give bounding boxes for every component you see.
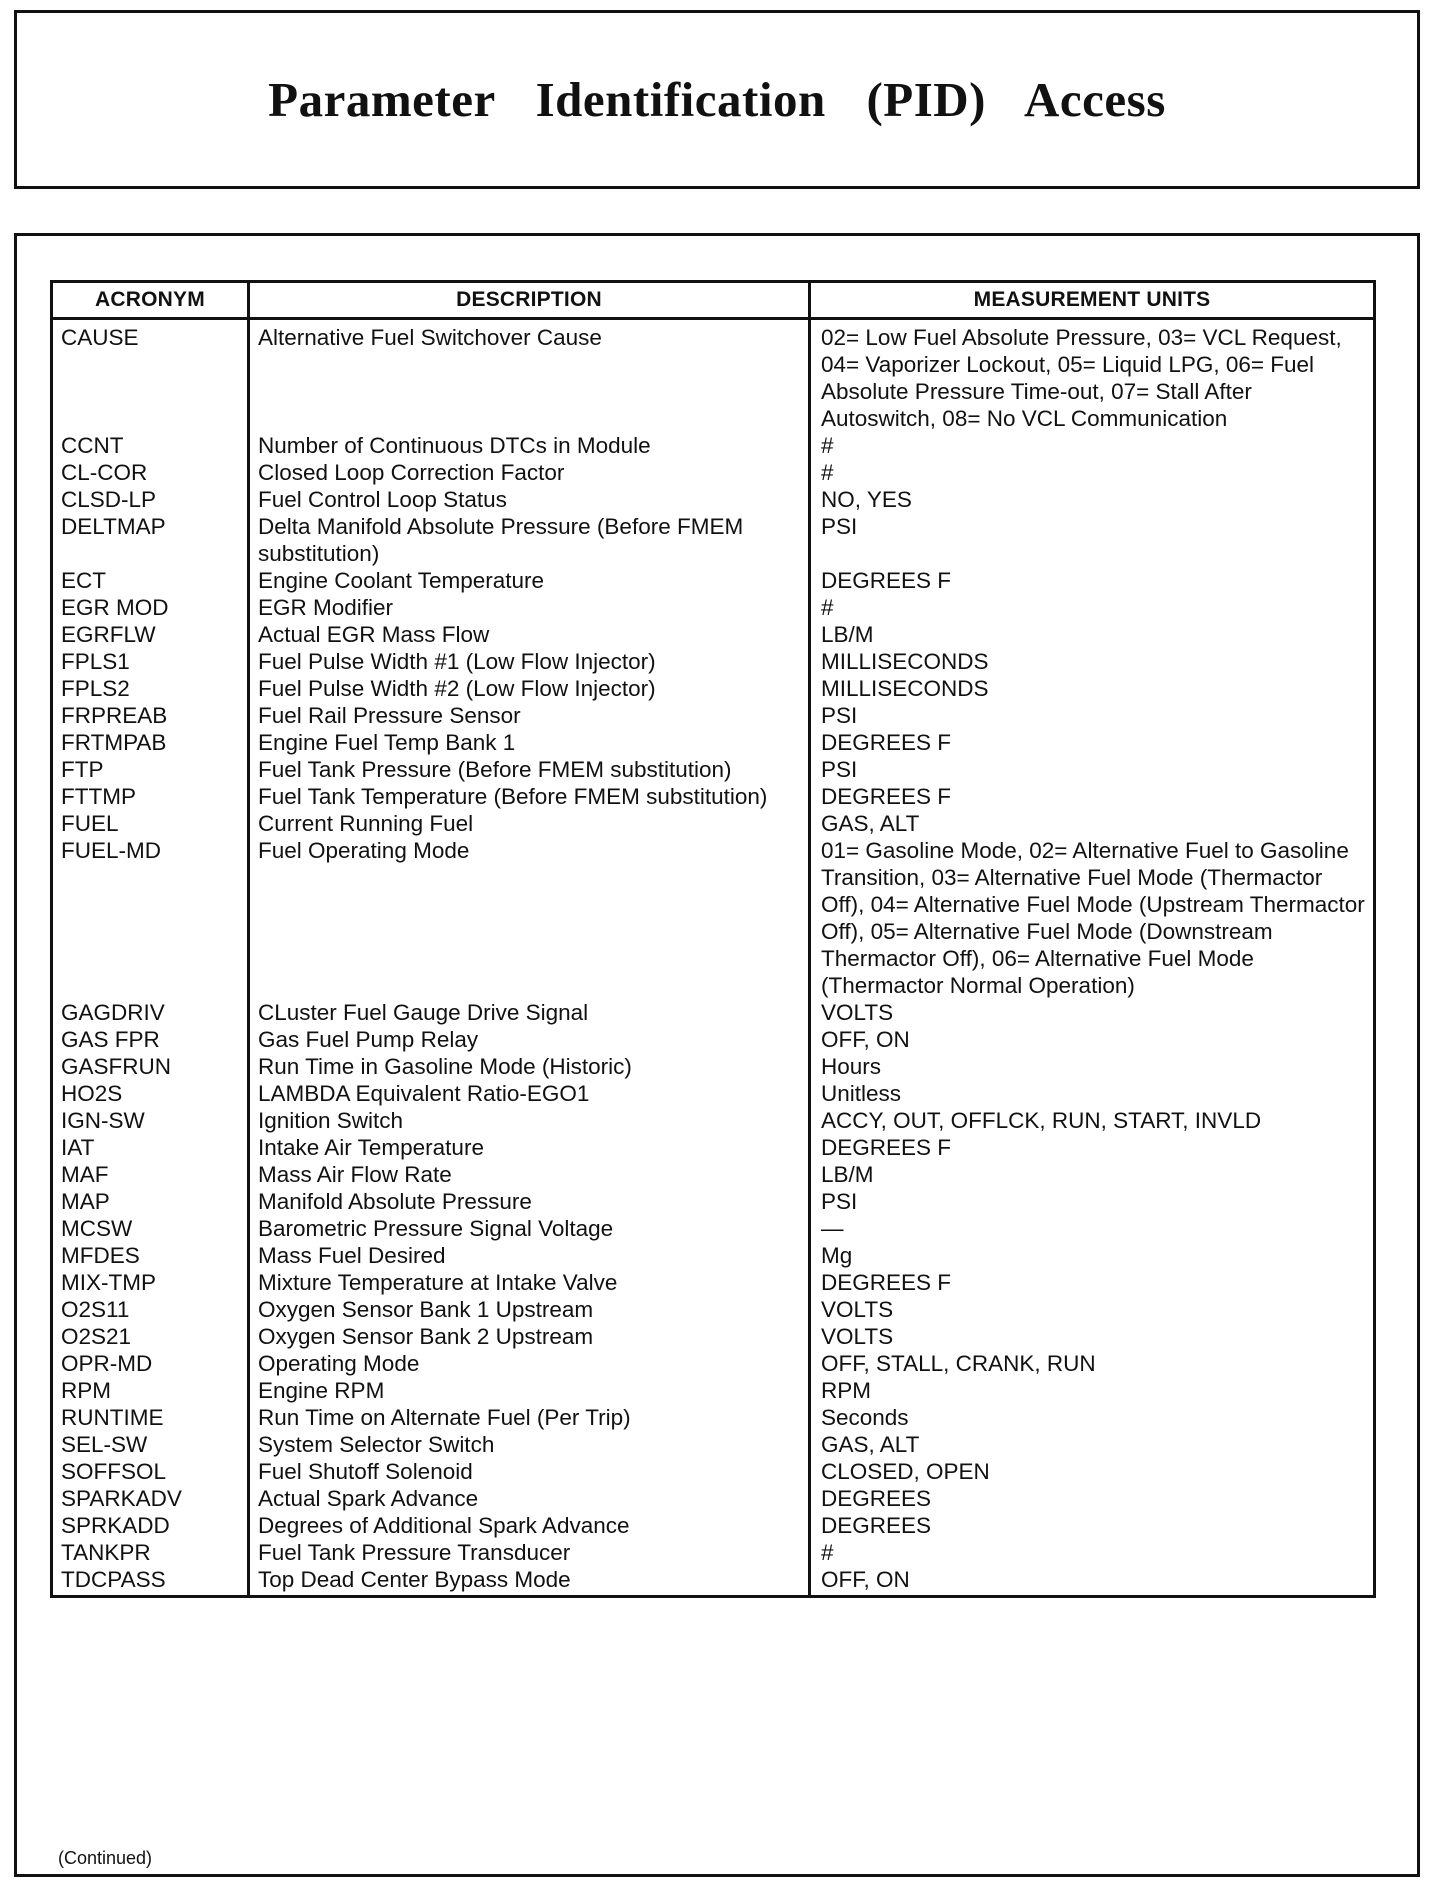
table-row [52,1404,1375,1431]
units-cell: PSI [810,1188,1375,1215]
units-cell: DEGREES [810,1512,1375,1539]
acronym-cell: FUEL-MD [52,837,249,999]
description-cell: Engine RPM [249,1377,810,1404]
acronym-cell: CLSD-LP [52,486,249,513]
acronym-cell: RPM [52,1377,249,1404]
table-row [52,1539,1375,1566]
table-row [52,1161,1375,1188]
description-cell: Number of Continuous DTCs in Module [249,432,810,459]
table-row [52,1107,1375,1134]
units-cell: 01= Gasoline Mode, 02= Alternative Fuel to Gasoline Transition, 03= Alternative Fuel Mode (Thermactor Off), 04= Alternative Fuel Mode (Upstream Thermactor Off), 05= Alternative Fuel Mode (Downstream Thermactor Off), 06= Alternative Fuel Mode (Thermactor Normal Operation) [810,837,1375,999]
description-cell: Actual Spark Advance [249,1485,810,1512]
description-cell: Run Time on Alternate Fuel (Per Trip) [249,1404,810,1431]
acronym-cell: FPLS2 [52,675,249,702]
acronym-cell: DELTMAP [52,513,249,567]
acronym-cell: CL-COR [52,459,249,486]
table-row [52,810,1375,837]
units-cell: VOLTS [810,1296,1375,1323]
description-cell: Oxygen Sensor Bank 2 Upstream [249,1323,810,1350]
acronym-cell: IGN-SW [52,1107,249,1134]
page-title: Parameter Identification (PID) Access [268,72,1166,127]
acronym-cell: CAUSE [52,319,249,433]
units-cell: # [810,594,1375,621]
units-cell: LB/M [810,621,1375,648]
description-cell: Mass Air Flow Rate [249,1161,810,1188]
table-row [52,1377,1375,1404]
units-cell: Seconds [810,1404,1375,1431]
table-row [52,486,1375,513]
units-cell: # [810,1539,1375,1566]
table-row [52,1323,1375,1350]
description-cell: Manifold Absolute Pressure [249,1188,810,1215]
acronym-cell: MAP [52,1188,249,1215]
units-cell: RPM [810,1377,1375,1404]
units-cell: VOLTS [810,1323,1375,1350]
units-cell: PSI [810,702,1375,729]
acronym-cell: GAGDRIV [52,999,249,1026]
description-cell: Gas Fuel Pump Relay [249,1026,810,1053]
table-row [52,1296,1375,1323]
acronym-cell: RUNTIME [52,1404,249,1431]
acronym-cell: FTP [52,756,249,783]
description-cell: Alternative Fuel Switchover Cause [249,319,810,433]
acronym-cell: GAS FPR [52,1026,249,1053]
description-cell: Current Running Fuel [249,810,810,837]
units-cell: DEGREES [810,1485,1375,1512]
table-row [52,1242,1375,1269]
acronym-cell: FUEL [52,810,249,837]
table-row [52,513,1375,567]
description-cell: Actual EGR Mass Flow [249,621,810,648]
units-cell: # [810,432,1375,459]
acronym-cell: EGR MOD [52,594,249,621]
units-cell: OFF, ON [810,1026,1375,1053]
acronym-cell: OPR-MD [52,1350,249,1377]
table-row [52,1134,1375,1161]
description-cell: LAMBDA Equivalent Ratio-EGO1 [249,1080,810,1107]
table-frame [14,233,1420,1877]
units-cell: MILLISECONDS [810,675,1375,702]
pid-table [50,280,1376,1598]
units-cell: MILLISECONDS [810,648,1375,675]
continued-note: (Continued) [58,1848,153,1868]
description-cell: Degrees of Additional Spark Advance [249,1512,810,1539]
description-cell: Intake Air Temperature [249,1134,810,1161]
units-cell: 02= Low Fuel Absolute Pressure, 03= VCL Request, 04= Vaporizer Lockout, 05= Liquid LPG, 06= Fuel Absolute Pressure Time-out, 07= Stall After Autoswitch, 08= No VCL Communication [810,319,1375,433]
description-cell: Fuel Tank Pressure (Before FMEM substitution) [249,756,810,783]
units-cell: ACCY, OUT, OFFLCK, RUN, START, INVLD [810,1107,1375,1134]
acronym-cell: TANKPR [52,1539,249,1566]
units-cell: DEGREES F [810,729,1375,756]
table-row [52,594,1375,621]
acronym-cell: FRTMPAB [52,729,249,756]
units-cell: DEGREES F [810,1269,1375,1296]
description-cell: Oxygen Sensor Bank 1 Upstream [249,1296,810,1323]
description-cell: Run Time in Gasoline Mode (Historic) [249,1053,810,1080]
table-row [52,319,1375,433]
description-cell: Engine Coolant Temperature [249,567,810,594]
description-cell: Engine Fuel Temp Bank 1 [249,729,810,756]
table-body [52,319,1375,1597]
table-row [52,1269,1375,1296]
acronym-cell: FPLS1 [52,648,249,675]
header-row [52,282,1375,319]
table-row [52,1188,1375,1215]
acronym-cell: CCNT [52,432,249,459]
description-cell: EGR Modifier [249,594,810,621]
acronym-cell: SEL-SW [52,1431,249,1458]
table-row [52,648,1375,675]
units-cell: VOLTS [810,999,1375,1026]
units-cell: OFF, ON [810,1566,1375,1597]
units-cell: # [810,459,1375,486]
table-row [52,459,1375,486]
units-cell: LB/M [810,1161,1375,1188]
acronym-cell: ECT [52,567,249,594]
table-row [52,432,1375,459]
description-cell: Fuel Shutoff Solenoid [249,1458,810,1485]
table-row [52,1080,1375,1107]
acronym-cell: FTTMP [52,783,249,810]
units-cell: Unitless [810,1080,1375,1107]
acronym-cell: SPRKADD [52,1512,249,1539]
acronym-cell: HO2S [52,1080,249,1107]
description-cell: CLuster Fuel Gauge Drive Signal [249,999,810,1026]
description-cell: Operating Mode [249,1350,810,1377]
acronym-cell: O2S21 [52,1323,249,1350]
acronym-cell: SPARKADV [52,1485,249,1512]
table-row [52,756,1375,783]
units-cell: CLOSED, OPEN [810,1458,1375,1485]
table-row [52,702,1375,729]
header-measurement-units: MEASUREMENT UNITS [810,282,1375,319]
description-cell: Fuel Operating Mode [249,837,810,999]
units-cell: DEGREES F [810,1134,1375,1161]
description-cell: Delta Manifold Absolute Pressure (Before FMEM substitution) [249,513,810,567]
acronym-cell: IAT [52,1134,249,1161]
description-cell: Fuel Pulse Width #1 (Low Flow Injector) [249,648,810,675]
acronym-cell: MCSW [52,1215,249,1242]
units-cell: DEGREES F [810,783,1375,810]
description-cell: Top Dead Center Bypass Mode [249,1566,810,1597]
description-cell: Fuel Rail Pressure Sensor [249,702,810,729]
table-row [52,1350,1375,1377]
table-row [52,1485,1375,1512]
table-row [52,1512,1375,1539]
units-cell: PSI [810,756,1375,783]
description-cell: Closed Loop Correction Factor [249,459,810,486]
units-cell: GAS, ALT [810,1431,1375,1458]
table-row [52,621,1375,648]
acronym-cell: SOFFSOL [52,1458,249,1485]
acronym-cell: FRPREAB [52,702,249,729]
units-cell: GAS, ALT [810,810,1375,837]
acronym-cell: GASFRUN [52,1053,249,1080]
description-cell: Ignition Switch [249,1107,810,1134]
acronym-cell: TDCPASS [52,1566,249,1597]
table-row [52,1026,1375,1053]
acronym-cell: EGRFLW [52,621,249,648]
table-row [52,729,1375,756]
table-row [52,783,1375,810]
table-row [52,1431,1375,1458]
table-row [52,1215,1375,1242]
table-row [52,837,1375,999]
description-cell: Barometric Pressure Signal Voltage [249,1215,810,1242]
table-row [52,1053,1375,1080]
units-cell: Hours [810,1053,1375,1080]
acronym-cell: MIX-TMP [52,1269,249,1296]
table-row [52,999,1375,1026]
description-cell: Fuel Pulse Width #2 (Low Flow Injector) [249,675,810,702]
acronym-cell: MAF [52,1161,249,1188]
header-description: DESCRIPTION [249,282,810,319]
units-cell: Mg [810,1242,1375,1269]
table-row [52,567,1375,594]
table-row [52,1566,1375,1597]
title-box [14,10,1420,189]
description-cell: Fuel Tank Pressure Transducer [249,1539,810,1566]
table-row [52,1458,1375,1485]
table-row [52,675,1375,702]
acronym-cell: O2S11 [52,1296,249,1323]
description-cell: Mass Fuel Desired [249,1242,810,1269]
description-cell: System Selector Switch [249,1431,810,1458]
acronym-cell: MFDES [52,1242,249,1269]
description-cell: Fuel Control Loop Status [249,486,810,513]
description-cell: Mixture Temperature at Intake Valve [249,1269,810,1296]
units-cell: DEGREES F [810,567,1375,594]
header-acronym: ACRONYM [52,282,249,319]
units-cell: OFF, STALL, CRANK, RUN [810,1350,1375,1377]
units-cell: PSI [810,513,1375,567]
description-cell: Fuel Tank Temperature (Before FMEM substitution) [249,783,810,810]
units-cell: — [810,1215,1375,1242]
units-cell: NO, YES [810,486,1375,513]
